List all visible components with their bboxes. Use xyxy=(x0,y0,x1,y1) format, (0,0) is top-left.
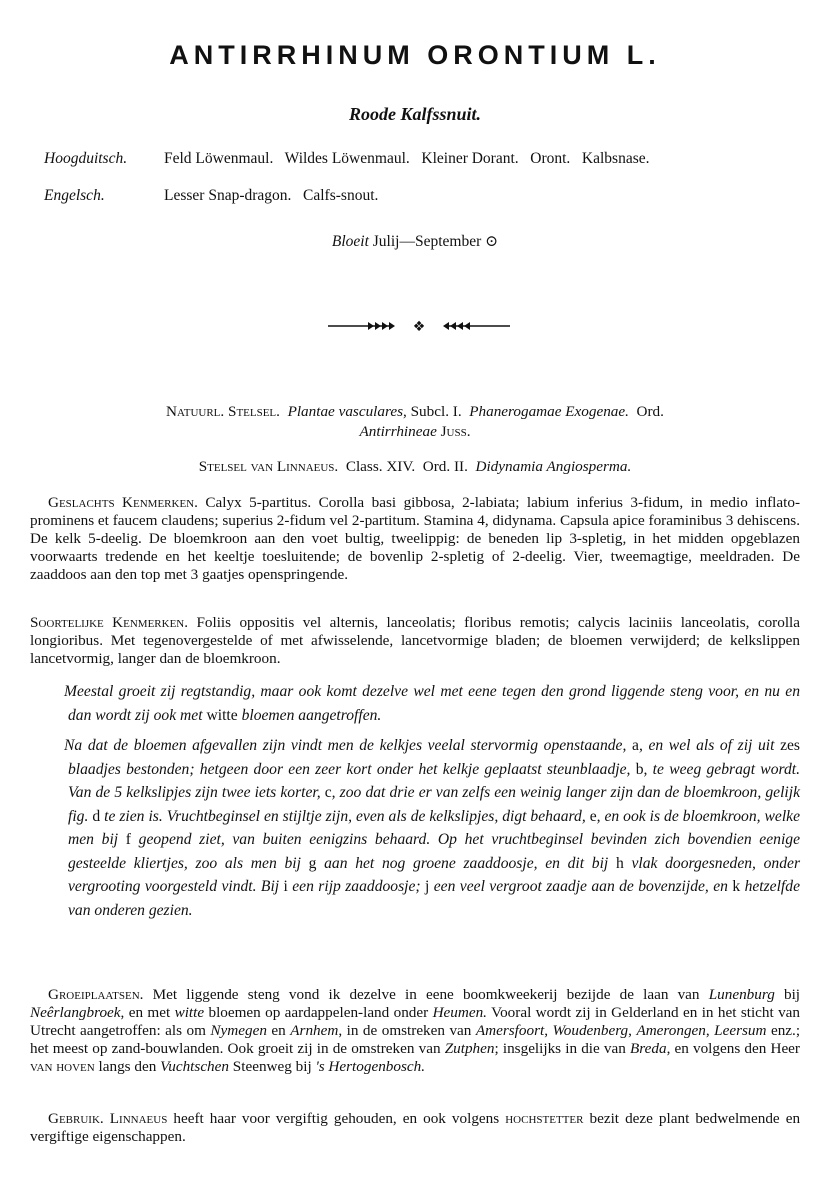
section-label: Gebruik. xyxy=(48,1110,104,1127)
description-text: bloemen aangetroffen. xyxy=(241,706,382,724)
habitat-text: Met liggende steng vond ik dezelve in eene boomkweekerij bezijde de laan van xyxy=(152,986,700,1003)
habitat-text: langs den xyxy=(98,1058,157,1075)
habitat-text: , xyxy=(544,1022,549,1039)
description-text: geopend ziet, van buiten eenigzins behaard. Op het vruchtbeginsel bevinden zich bovendien eenige gesteelde kliertjes, zoo als men bij xyxy=(68,831,800,872)
figure-letter: k xyxy=(732,878,741,895)
description-text: een veel vergroot zaadje aan de bovenzijde, en xyxy=(433,878,728,895)
language-label: Engelsch. xyxy=(44,187,105,204)
description-text: blaadjes bestonden; hetgeen door een zeer kort onder het kelkje geplaatst steunblaadje, xyxy=(68,760,631,778)
genus-dutch: De kelk 5-deelig. De bloemkroon aan den voet bultig, tweelippig: de beneden lip 3-spletig, in het midden opgeblazen voorwaarts tredende en het keeltje toesluitende; de bovenlip 2-spletig of 2-deelig. Vier, tweemagtige, meeldraden. De zaaddoos aan den top met 3 gaatjes openspringende. xyxy=(30,530,800,583)
person-name: hochstetter xyxy=(505,1110,584,1127)
description-text: te zien is. Vruchtbeginsel en stijltje zijn, even als de kelkslipjes, digt behaard, xyxy=(104,807,586,825)
flowering-months: Julij—September xyxy=(372,233,482,250)
place-name: Vuchtschen xyxy=(160,1058,229,1075)
place-name: Lunenburg xyxy=(708,986,775,1003)
species-characters xyxy=(30,614,800,668)
page-title: ANTIRRHINUM ORONTIUM L. xyxy=(169,40,661,70)
place-name: Nymegen xyxy=(210,1022,267,1039)
plant-group: Plantae vasculares xyxy=(287,403,403,420)
description-figures xyxy=(64,734,801,922)
figure-letter: j xyxy=(425,878,430,895)
description-text: , en wel als of zij uit xyxy=(638,737,775,754)
place-name: Breda xyxy=(630,1040,667,1057)
figure-letter: f xyxy=(125,831,131,848)
description-text: zes xyxy=(780,737,800,754)
person-name: Linnaeus xyxy=(109,1110,168,1127)
habitat-text: , xyxy=(705,1022,710,1039)
section-label: Groeiplaatsen. xyxy=(48,986,144,1003)
figure-letter: g xyxy=(308,854,317,872)
order-name: Antirrhineae xyxy=(359,423,437,440)
flowering-period xyxy=(0,232,830,251)
description-text: hetzelfde van onderen gezien. xyxy=(68,878,800,919)
habitat-text: enz.; het meest op zand-bouwlanden. Ook groeit zij in de omstreken van xyxy=(30,1022,801,1057)
description-text: vlak doorgesneden, onder vergrooting voorgesteld vindt. Bij xyxy=(68,854,801,895)
vernacular-row-english xyxy=(44,187,378,205)
annual-symbol: ⊙ xyxy=(485,233,499,250)
habitat-text: en xyxy=(271,1022,286,1039)
order-author: Juss. xyxy=(440,423,471,440)
species-latin: Foliis oppositis vel alternis, lanceolatis; floribus remotis; calycis laciniis lanceolatis, corolla longioribus. xyxy=(30,614,801,649)
flowering-label: Bloeit xyxy=(331,233,369,250)
description-text: aan het nog groene zaaddoosje, en dit bij xyxy=(324,854,609,872)
genus-characters xyxy=(30,494,800,584)
description-text: Na dat de bloemen afgevallen zijn vindt men de kelkjes veelal stervormig openstaande, xyxy=(64,737,627,754)
section-label: Natuurl. Stelsel. xyxy=(166,403,280,420)
habitat-text: , en volgens den Heer xyxy=(666,1040,800,1057)
habitat-text: , xyxy=(628,1022,632,1039)
section-label: Geslachts Kenmerken. xyxy=(48,494,198,511)
description-text: een rijp zaaddoosje; xyxy=(292,878,421,895)
section-label: Stelsel van Linnaeus. xyxy=(198,458,339,475)
language-label: Hoogduitsch. xyxy=(44,150,128,167)
description-text: Meestal groeit zij regtstandig, maar ook komt dezelve wel met eene tegen den grond liggende steng voor, en nu en dan wordt zij ook met xyxy=(64,683,800,724)
ornament-glyph: ❖ xyxy=(412,319,426,334)
subclass: Subcl. I. xyxy=(410,403,462,420)
figure-letter: e xyxy=(589,807,597,825)
figure-letter: d xyxy=(92,807,101,825)
usage-text: bezit deze plant bedwelmende en vergiftige eigenschappen. xyxy=(30,1110,801,1145)
habitat-section xyxy=(30,986,800,1076)
place-name: Amersfoort xyxy=(475,1022,545,1039)
person-name: van hoven xyxy=(30,1058,95,1075)
place-name: Heumen. xyxy=(432,1004,487,1021)
vernacular-names: Feld Löwenmaul. Wildes Löwenmaul. Kleiner Dorant. Oront. Kalbsnase. xyxy=(164,150,650,167)
figure-letter: h xyxy=(615,854,624,872)
linnaean-order-name: Didynamia Angiosperma. xyxy=(475,458,632,475)
dutch-common-name: Roode Kalfssnuit. xyxy=(348,104,482,124)
divider-ornament-icon xyxy=(328,318,510,334)
section-label: Soortelijke Kenmerken. xyxy=(30,614,189,631)
linnaean-class: Class. XIV. xyxy=(345,458,416,475)
usage-section xyxy=(30,1110,800,1146)
figure-letter: a xyxy=(632,737,639,754)
decorative-divider xyxy=(328,318,510,334)
subclass-name: Phanerogamae Exogenae. xyxy=(469,403,629,420)
vernacular-names: Lesser Snap-dragon. Calfs-snout. xyxy=(164,187,379,204)
species-dutch: Met tegenovergestelde of met afwisselende, lancetvormige bladen; de bloemen verwijderd; de kelkslippen lancetvormig, langer dan de bloemkroon. xyxy=(30,632,801,667)
description-text: , en ook is de bloemkroon, welke men bij xyxy=(68,807,801,848)
vernacular-row-german xyxy=(44,150,650,168)
figure-letter: i xyxy=(283,878,288,895)
natural-system: Natuurl. Stelsel. Plantae vasculares, Subcl. I. Phanerogamae Exogenae. Ord. Antirrhineae Juss. xyxy=(166,403,664,440)
linnaean-system xyxy=(30,458,800,476)
place-name: Woudenberg xyxy=(552,1022,629,1039)
place-name: Amerongen xyxy=(636,1022,706,1039)
description-text: , te weeg gebragt wordt. Van de 5 kelkslipjes zijn twee iets korter, xyxy=(68,760,801,801)
habitat-text: Vooral wordt zij in Gelderland en in het sticht van Utrecht aangetroffen: als om xyxy=(30,1004,801,1039)
description-text: , zoo dat drie er van zelfs een weinig langer zijn dan de bloemkroon, gelijk fig. xyxy=(68,784,800,825)
place-name: Neêrlangbroek xyxy=(30,1004,121,1021)
habitat-text: , en met xyxy=(120,1004,171,1021)
habitat-text: ; insgelijks in die van xyxy=(494,1040,626,1057)
figure-letter: c xyxy=(324,784,332,801)
usage-text: heeft haar voor vergiftig gehouden, en ook volgens xyxy=(173,1110,500,1127)
description-text: witte xyxy=(206,706,238,724)
place-name: Leersum xyxy=(714,1022,767,1039)
figure-letter: b xyxy=(635,760,644,778)
habitat-text: bloemen op aardappelen-land onder xyxy=(208,1004,429,1021)
genus-latin: Calyx 5-partitus. Corolla basi gibbosa, 2-labiata; labium inferius 3-fidum, in medio inflato-prominens et faucem claudens; superius 2-fidum vel 2-partitum. Stamina 4, didynama. Capsula apice foraminibus 3 dehiscens. xyxy=(30,494,801,529)
habitat-text: witte xyxy=(174,1004,205,1021)
place-name: Zutphen xyxy=(444,1040,495,1057)
order: Ord. xyxy=(636,403,664,420)
place-name: Arnhem xyxy=(290,1022,339,1039)
habitat-text: bij xyxy=(783,986,801,1003)
habitat-text: , in de omstreken van xyxy=(338,1022,472,1039)
place-name: 's Hertogenbosch. xyxy=(315,1058,426,1075)
description-growth xyxy=(64,680,800,727)
habitat-text: Steenweg bij xyxy=(232,1058,312,1075)
linnaean-order: Ord. II. xyxy=(422,458,468,475)
